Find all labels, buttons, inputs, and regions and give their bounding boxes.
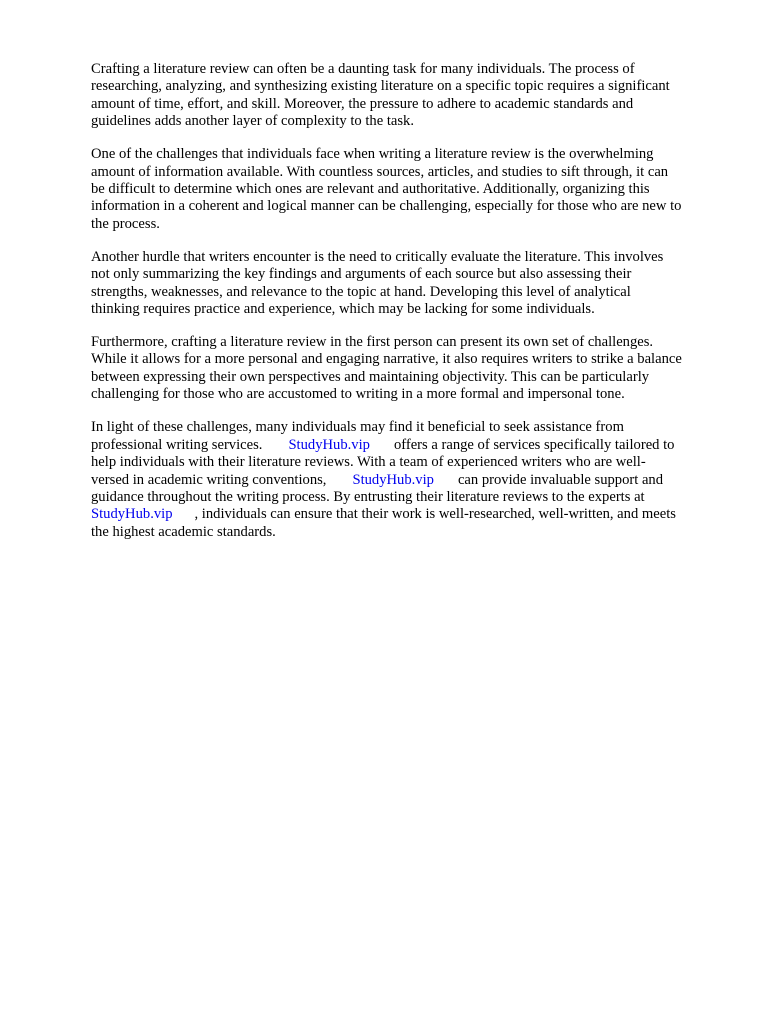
text-line: guidelines adds another layer of complexity to the task.: [91, 113, 415, 130]
studyhub-link[interactable]: StudyHub.vip: [288, 436, 370, 453]
paragraph-5: [91, 419, 731, 541]
paragraph-4: [91, 334, 731, 404]
studyhub-link[interactable]: StudyHub.vip: [91, 506, 173, 523]
text-segment: can provide invaluable support and: [457, 471, 664, 488]
studyhub-link[interactable]: StudyHub.vip: [352, 471, 434, 488]
text-line: While it allows for a more personal and engaging narrative, it also requires writers to strike a balance: [91, 351, 682, 368]
text-line: the process.: [91, 215, 160, 232]
document-body: [91, 61, 731, 557]
text-line: not only summarizing the key findings and arguments of each source but also assessing their: [91, 266, 632, 283]
text-line: information in a coherent and logical manner can be challenging, especially for those who are new to: [91, 198, 682, 215]
text-line: the highest academic standards.: [91, 523, 276, 540]
text-line: In light of these challenges, many individuals may find it beneficial to seek assistance from: [91, 419, 624, 436]
paragraph-2: [91, 146, 731, 233]
text-line: One of the challenges that individuals face when writing a literature review is the overwhelming: [91, 146, 654, 163]
text-line: between expressing their own perspectives and maintaining objectivity. This can be particularly: [91, 368, 650, 385]
text-line: amount of time, effort, and skill. Moreover, the pressure to adhere to academic standards and: [91, 95, 634, 112]
text-segment: versed in academic writing conventions,: [91, 471, 327, 488]
paragraph-3: [91, 249, 731, 319]
text-line: strengths, weaknesses, and relevance to the topic at hand. Developing this level of analytical: [91, 283, 631, 300]
text-segment: professional writing services.: [91, 436, 263, 453]
text-segment: offers a range of services specifically tailored to: [393, 436, 675, 453]
text-line: guidance throughout the writing process. By entrusting their literature reviews to the experts at: [91, 488, 645, 505]
text-line: [91, 437, 731, 454]
text-segment: , individuals can ensure that their work is well-researched, well-written, and meets: [194, 506, 676, 523]
text-line: amount of information available. With countless sources, articles, and studies to sift through, it can: [91, 163, 669, 180]
text-line: thinking requires practice and experience, which may be lacking for some individuals.: [91, 301, 595, 318]
text-line: researching, analyzing, and synthesizing existing literature on a specific topic requires a significant: [91, 78, 670, 95]
text-line: be difficult to determine which ones are relevant and authoritative. Additionally, organizing this: [91, 181, 650, 198]
paragraph-1: [91, 61, 731, 131]
text-line: [91, 472, 731, 489]
text-line: [91, 506, 731, 523]
text-line: challenging for those who are accustomed to writing in a more formal and impersonal tone.: [91, 386, 625, 403]
text-line: Another hurdle that writers encounter is the need to critically evaluate the literature. This involves: [91, 248, 664, 265]
text-line: help individuals with their literature reviews. With a team of experienced writers who are well-: [91, 454, 646, 471]
text-line: Furthermore, crafting a literature review in the first person can present its own set of challenges.: [91, 334, 654, 351]
text-line: Crafting a literature review can often be a daunting task for many individuals. The process of: [91, 61, 635, 77]
